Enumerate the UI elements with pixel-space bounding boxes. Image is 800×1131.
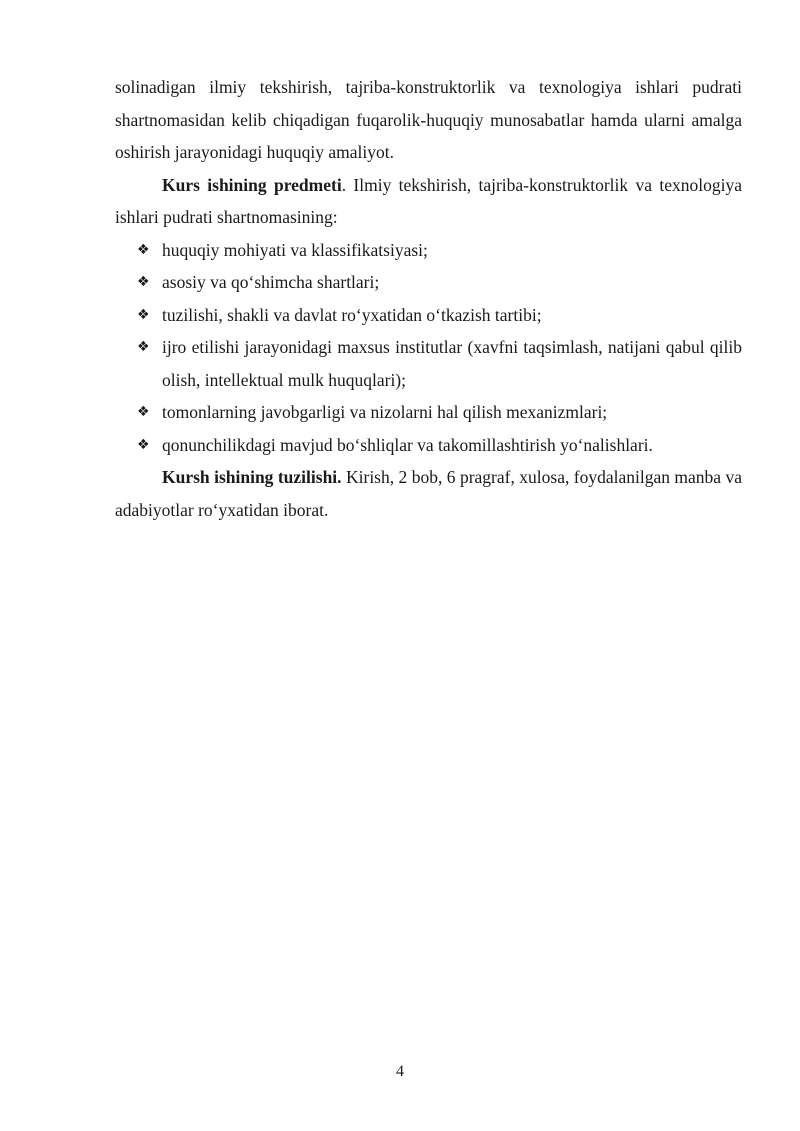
diamond-bullet-icon: ❖ <box>137 241 150 258</box>
intro-paragraph: solinadigan ilmiy tekshirish, tajriba-konstruktorlik va texnologiya ishlari pudrati shartnomasidan kelib chiqadigan fuqarolik-huquqiy munosabatlar hamda ularni amalga oshirish jarayonidagi huquqiy amaliyot. <box>115 77 742 162</box>
diamond-bullet-icon: ❖ <box>137 274 150 290</box>
list-item <box>115 299 742 332</box>
subject-paragraph <box>115 169 742 234</box>
page-body <box>115 71 742 526</box>
list-item <box>115 396 742 429</box>
structure-heading: Kursh ishining tuzilishi. <box>162 467 342 487</box>
subject-text: . Ilmiy tekshirish, tajriba-konstruktorlik va texnologiya ishlari pudrati shartnomasining: <box>115 174 742 227</box>
diamond-bullet-icon: ❖ <box>137 404 150 420</box>
page-number: 4 <box>396 1063 404 1080</box>
list-item <box>115 234 742 267</box>
structure-text: Kirish, 2 bob, 6 pragraf, xulosa, foydalanilgan manba va adabiyotlar ro‘yxatidan iborat. <box>115 467 742 520</box>
list-item-text: tuzilishi, shakli va davlat ro‘yxatidan o‘tkazish tartibi; <box>162 304 542 325</box>
list-item <box>115 429 742 462</box>
list-item-text: ijro etilishi jarayonidagi maxsus institutlar (xavfni taqsimlash, natijani qabul qilib olish, intellektual mulk huquqlari); <box>162 337 742 390</box>
list-item-text: tomonlarning javobgarligi va nizolarni hal qilish mexanizmlari; <box>162 402 608 422</box>
diamond-bullet-icon: ❖ <box>137 339 150 355</box>
list-item <box>115 331 742 396</box>
list-item-text: huquqiy mohiyati va klassifikatsiyasi; <box>162 239 428 260</box>
list-item-text: qonunchilikdagi mavjud bo‘shliqlar va takomillashtirish yo‘nalishlari. <box>162 434 653 455</box>
subject-list <box>115 234 742 462</box>
subject-heading: Kurs ishining predmeti <box>162 174 342 195</box>
structure-paragraph <box>115 461 742 526</box>
list-item-text: asosiy va qo‘shimcha shartlari; <box>162 272 380 292</box>
diamond-bullet-icon: ❖ <box>137 306 150 323</box>
diamond-bullet-icon: ❖ <box>137 436 150 453</box>
list-item <box>115 266 742 299</box>
